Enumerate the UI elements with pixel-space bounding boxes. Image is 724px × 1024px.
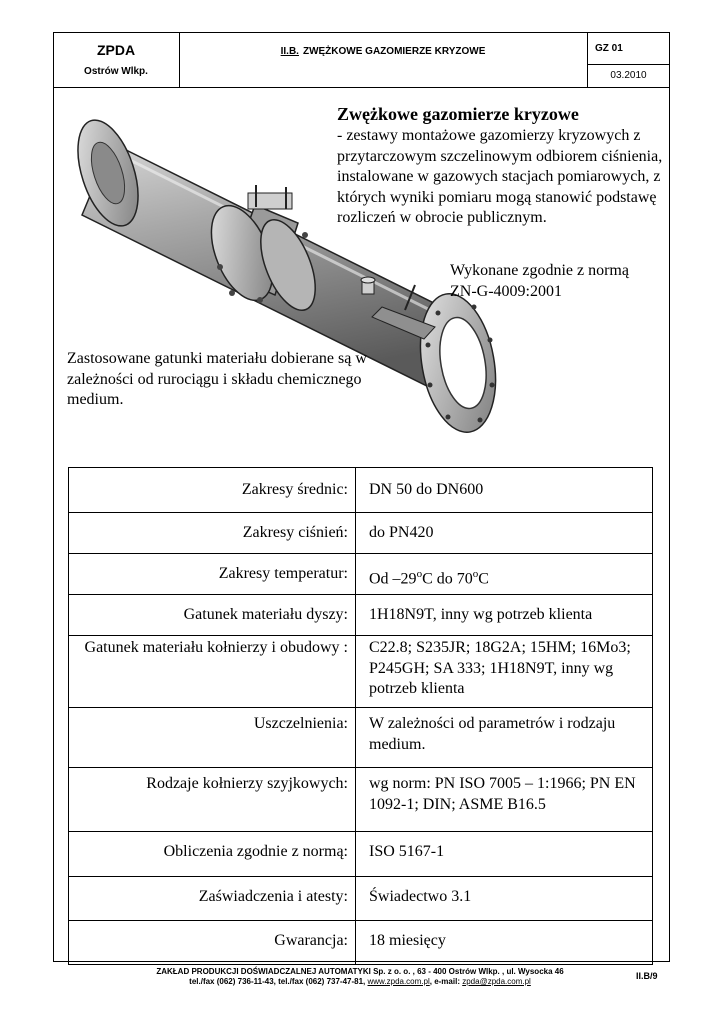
temp-from: Od –29 bbox=[369, 570, 417, 588]
spec-label: Rodzaje kołnierzy szyjkowych: bbox=[69, 768, 356, 832]
website-link[interactable]: www.zpda.com.pl bbox=[367, 977, 430, 986]
product-title: Zwężkowe gazomierze kryzowe bbox=[337, 104, 579, 124]
spec-value: 1H18N9T, inny wg potrzeb klienta bbox=[356, 595, 653, 636]
spec-row bbox=[69, 554, 653, 595]
spec-value: DN 50 do DN600 bbox=[356, 468, 653, 513]
spec-label: Gatunek materiału dyszy: bbox=[69, 595, 356, 636]
spec-row bbox=[69, 768, 653, 832]
norm-note-line2: ZN-G-4009:2001 bbox=[450, 282, 562, 300]
section-title: ZWĘŻKOWE GAZOMIERZE KRYZOWE bbox=[302, 46, 486, 57]
header-divider-left bbox=[179, 32, 180, 87]
spec-value: do PN420 bbox=[356, 513, 653, 554]
spec-value: 18 miesięcy bbox=[356, 921, 653, 965]
spec-row bbox=[69, 513, 653, 554]
page-number: II.B/9 bbox=[636, 971, 658, 981]
spec-row bbox=[69, 708, 653, 768]
spec-label: Gatunek materiału kołnierzy i obudowy : bbox=[69, 636, 356, 708]
spec-label: Zaświadczenia i atesty: bbox=[69, 877, 356, 921]
email-link[interactable]: zpda@zpda.com.pl bbox=[462, 977, 531, 986]
spec-label: Zakresy średnic: bbox=[69, 468, 356, 513]
spec-label: Zakresy ciśnień: bbox=[69, 513, 356, 554]
spec-row bbox=[69, 595, 653, 636]
header-code-date-divider bbox=[587, 64, 670, 65]
spec-row bbox=[69, 636, 653, 708]
temp-unit: C bbox=[478, 570, 489, 588]
spec-row bbox=[69, 921, 653, 965]
email-label: , e-mail: bbox=[429, 977, 460, 986]
spec-label: Uszczelnienia: bbox=[69, 708, 356, 768]
footer-contact bbox=[120, 977, 600, 986]
document-code: GZ 01 bbox=[595, 43, 623, 54]
company-name: ZPDA bbox=[96, 42, 136, 58]
temp-to: C do 70 bbox=[422, 570, 473, 588]
spec-value: W zależności od parametrów i rodzaju medium. bbox=[356, 708, 653, 768]
footer-company-address: ZAKŁAD PRODUKCJI DOŚWIADCZALNEJ AUTOMATYKI Sp. z o. o. , 63 - 400 Ostrów Wlkp. , ul. Wysocka 46 bbox=[156, 967, 564, 976]
spec-value: Świadectwo 3.1 bbox=[356, 877, 653, 921]
degree-mark: o bbox=[472, 568, 479, 580]
degree-mark: o bbox=[416, 568, 423, 580]
spec-value: wg norm: PN ISO 7005 – 1:1966; PN EN 1092-1; DIN; ASME B16.5 bbox=[356, 768, 653, 832]
spec-value bbox=[356, 554, 653, 595]
header-bottom-line bbox=[53, 87, 670, 88]
spec-label: Obliczenia zgodnie z normą: bbox=[69, 832, 356, 877]
norm-note bbox=[450, 261, 660, 302]
spec-row bbox=[69, 877, 653, 921]
materials-note: Zastosowane gatunki materiału dobierane są w zależności od rurociągu i składu chemicznego medium. bbox=[67, 350, 367, 408]
spec-value: ISO 5167-1 bbox=[356, 832, 653, 877]
document-title bbox=[179, 46, 587, 57]
section-code: II.B. bbox=[280, 46, 299, 57]
footer-phones: tel./fax (062) 736-11-43, tel./fax (062) 737-47-81, bbox=[189, 977, 366, 986]
company-city: Ostrów Wlkp. bbox=[84, 66, 148, 77]
document-date: 03.2010 bbox=[610, 70, 647, 81]
spec-row bbox=[69, 832, 653, 877]
spec-table bbox=[68, 467, 653, 965]
spec-value: C22.8; S235JR; 18G2A; 15HM; 16Mo3; P245GH; SA 333; 1H18N9T, inny wg potrzeb klienta bbox=[356, 636, 653, 708]
spec-label: Zakresy temperatur: bbox=[69, 554, 356, 595]
product-description: - zestawy montażowe gazomierzy kryzowych z przytarczowym szczelinowym odbiorem ciśnienia, instalowane w gazowych stacjach pomiarowych, z których wyniki pomiaru mogą stanowić podstawę rozliczeń w obrocie publicznym. bbox=[337, 127, 663, 226]
spec-row bbox=[69, 468, 653, 513]
spec-label: Gwarancja: bbox=[69, 921, 356, 965]
norm-note-line1: Wykonane zgodnie z normą bbox=[450, 262, 629, 279]
